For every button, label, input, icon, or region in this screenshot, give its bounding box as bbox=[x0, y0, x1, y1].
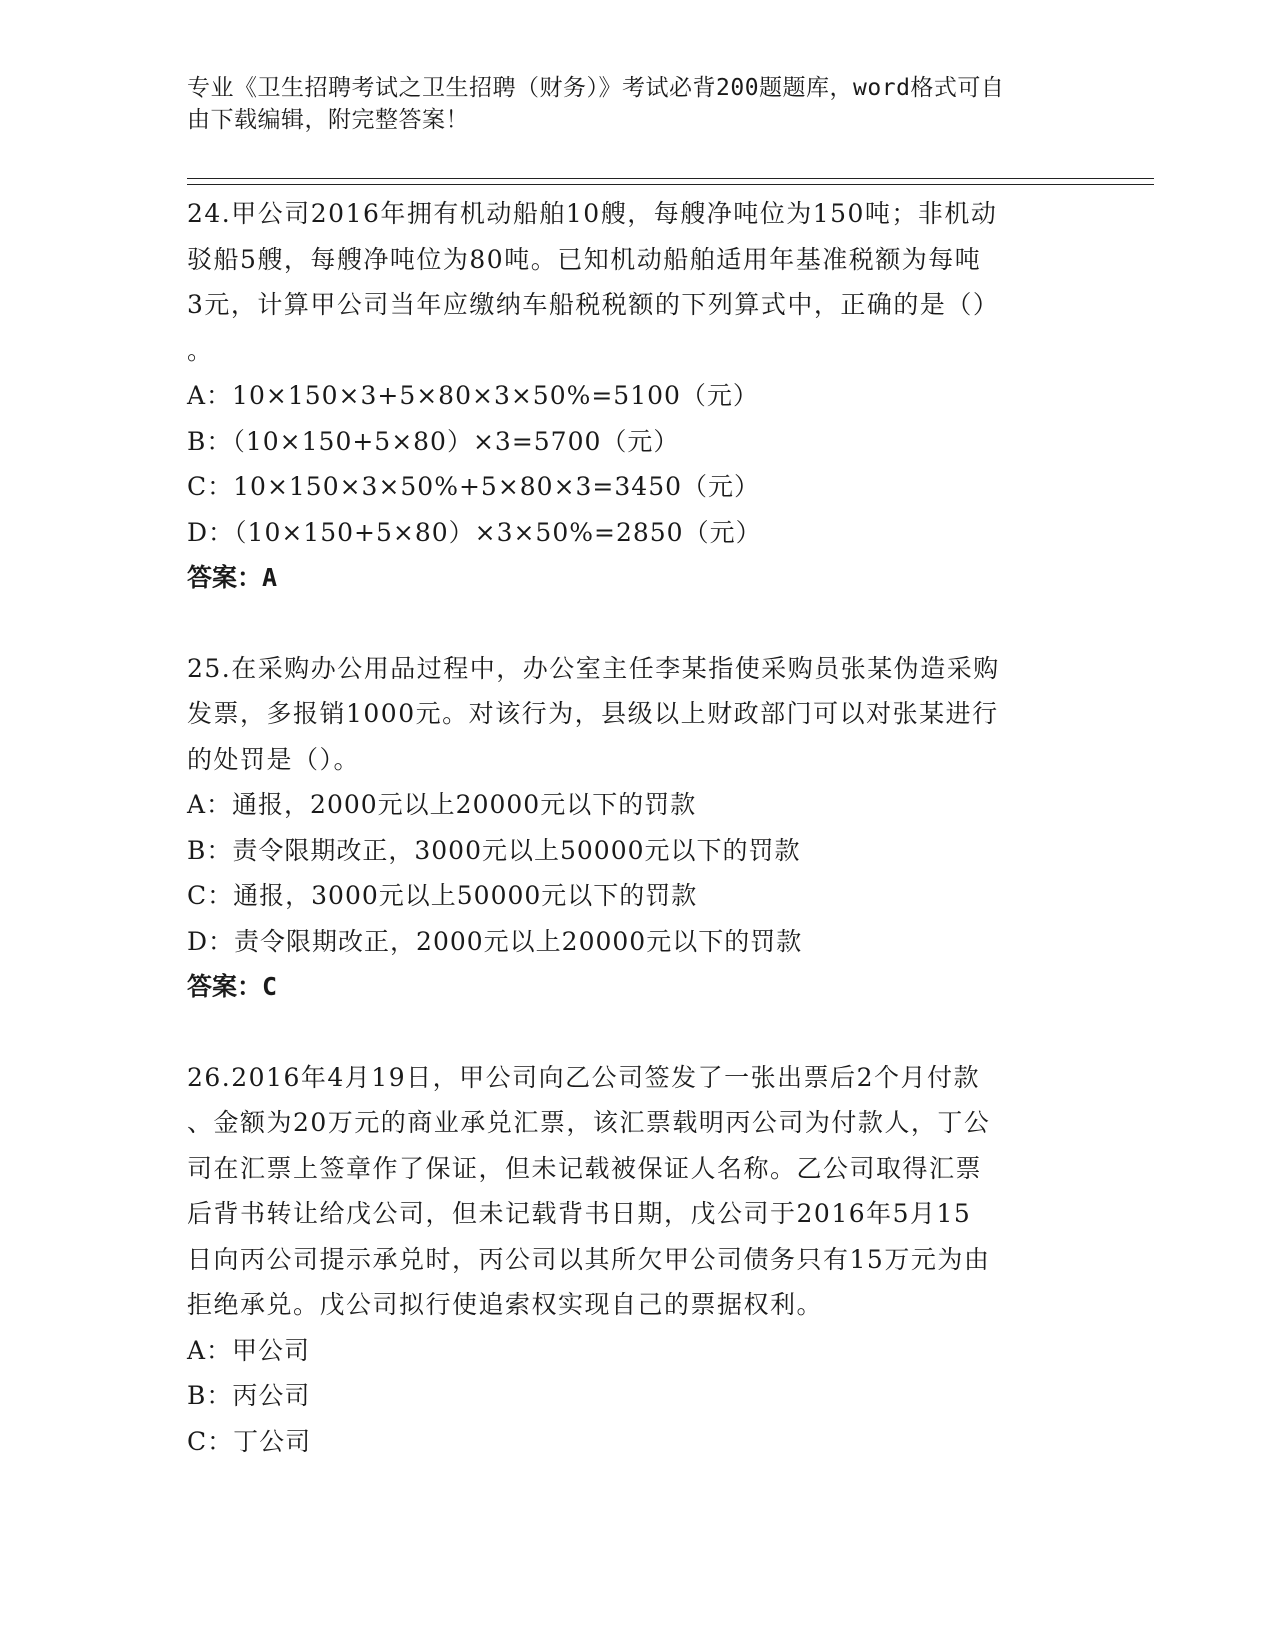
option-d: D：责令限期改正，2000元以上20000元以下的罚款 bbox=[187, 926, 803, 956]
option-b: B：责令限期改正，3000元以上50000元以下的罚款 bbox=[187, 835, 801, 865]
question-25 bbox=[187, 646, 1087, 1010]
question-stem-line: 24.甲公司2016年拥有机动船舶10艘，每艘净吨位为150吨；非机动 bbox=[187, 199, 998, 228]
option-a: A：10×150×3+5×80×3×50%=5100（元） bbox=[187, 381, 759, 410]
option-c: C：10×150×3×50%+5×80×3=3450（元） bbox=[187, 472, 761, 501]
question-stem-line: 。 bbox=[187, 335, 214, 365]
option-c: C：通报，3000元以上50000元以下的罚款 bbox=[187, 881, 698, 910]
header-line: 专业《卫生招聘考试之卫生招聘（财务）》考试必背200题题库，word格式可自 bbox=[187, 75, 1005, 101]
option-a: A：甲公司 bbox=[187, 1335, 311, 1365]
document-header bbox=[187, 72, 1067, 136]
question-26 bbox=[187, 1055, 1087, 1465]
question-spacer bbox=[187, 1010, 1087, 1055]
header-line: 由下载编辑，附完整答案！ bbox=[187, 107, 469, 133]
option-a: A：通报，2000元以上20000元以下的罚款 bbox=[187, 790, 697, 819]
answer-label: 答案：C bbox=[187, 972, 278, 1001]
question-24 bbox=[187, 191, 1087, 601]
question-stem-line: 日向丙公司提示承兑时，丙公司以其所欠甲公司债务只有15万元为由 bbox=[187, 1244, 991, 1274]
question-stem-line: 后背书转让给戊公司，但未记载背书日期，戊公司于2016年5月15 bbox=[187, 1199, 972, 1228]
question-stem-line: 25.在采购办公用品过程中，办公室主任李某指使采购员张某伪造采购 bbox=[187, 653, 1000, 683]
question-spacer bbox=[187, 601, 1087, 646]
question-stem-line: 3元，计算甲公司当年应缴纳车船税税额的下列算式中，正确的是（） bbox=[187, 290, 1000, 319]
option-b: B：（10×150+5×80）×3=5700（元） bbox=[187, 426, 680, 456]
header-divider-bottom bbox=[187, 184, 1154, 185]
option-b: B：丙公司 bbox=[187, 1381, 311, 1410]
option-c: C：丁公司 bbox=[187, 1426, 312, 1456]
question-stem-line: 的处罚是（）。 bbox=[187, 744, 361, 774]
question-stem-line: 司在汇票上签章作了保证，但未记载被保证人名称。乙公司取得汇票 bbox=[187, 1153, 983, 1183]
question-stem-line: 拒绝承兑。戊公司拟行使追索权实现自己的票据权利。 bbox=[187, 1290, 824, 1319]
question-stem-line: 、金额为20万元的商业承兑汇票，该汇票载明丙公司为付款人，丁公 bbox=[187, 1108, 991, 1137]
question-stem-line: 驳船5艘，每艘净吨位为80吨。已知机动船舶适用年基准税额为每吨 bbox=[187, 244, 982, 274]
question-stem-line: 26.2016年4月19日，甲公司向乙公司签发了一张出票后2个月付款 bbox=[187, 1062, 981, 1092]
question-list bbox=[187, 191, 1087, 1464]
answer-label: 答案：A bbox=[187, 563, 278, 592]
option-d: D：（10×150+5×80）×3×50%=2850（元） bbox=[187, 517, 762, 547]
question-stem-line: 发票，多报销1000元。对该行为，县级以上财政部门可以对张某进行 bbox=[187, 699, 999, 728]
header-divider-top bbox=[187, 178, 1154, 179]
